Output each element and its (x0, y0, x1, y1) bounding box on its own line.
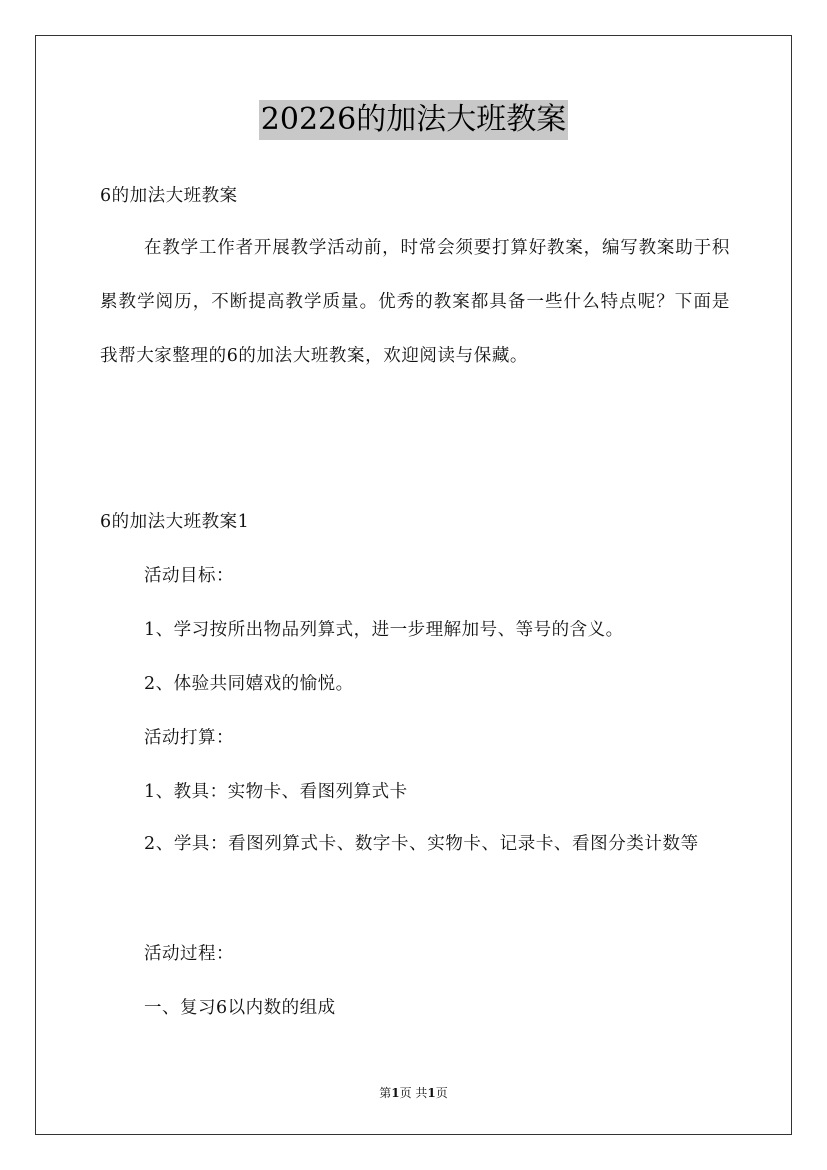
goal-item-1: 1、学习按所出物品列算式，进一步理解加号、等号的含义。 (144, 620, 624, 640)
footer-page-suffix: 页 (435, 1086, 448, 1100)
footer-page-total: 1 (427, 1086, 436, 1100)
page-footer (0, 1084, 827, 1101)
footer-page-prefix: 第 (379, 1086, 392, 1100)
document-subtitle: 6的加法大班教案 (100, 186, 238, 206)
footer-page-number: 1 (391, 1086, 400, 1100)
process-item-1: 一、复习6以内数的组成 (144, 998, 336, 1018)
title-container (0, 100, 827, 140)
prep-item-2: 2、学具：看图列算式卡、数字卡、实物卡、记录卡、看图分类计数等 (144, 834, 699, 854)
goal-item-2: 2、体验共同嬉戏的愉悦。 (144, 674, 354, 694)
process-heading: 活动过程： (144, 944, 234, 964)
document-title: 20226的加法大班教案 (259, 100, 568, 140)
section-heading: 6的加法大班教案1 (100, 512, 250, 532)
prep-heading: 活动打算： (144, 728, 234, 748)
intro-paragraph: 在教学工作者开展教学活动前，时常会须要打算好教案，编写教案助于积累教学阅历，不断提高教学质量。优秀的教案都具备一些什么特点呢？下面是我帮大家整理的6的加法大班教案，欢迎阅读与保藏。 (100, 238, 730, 366)
prep-item-1: 1、教具：实物卡、看图列算式卡 (144, 782, 408, 802)
footer-page-mid: 页 共 (399, 1086, 428, 1100)
goals-heading: 活动目标： (144, 566, 234, 586)
